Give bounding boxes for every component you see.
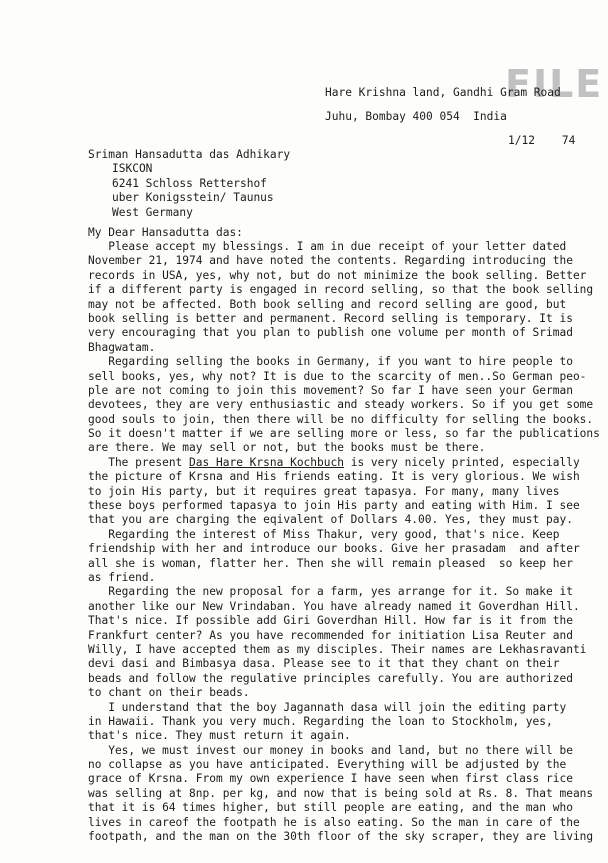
- kochbuch-title: Das Hare Krsna Kochbuch: [189, 455, 344, 469]
- body-text-line: as friend.: [88, 570, 156, 584]
- body-text-line: all she is woman, flatter her. Then she will remain pleased so keep her: [88, 556, 573, 570]
- recipient-street: 6241 Schloss Rettershof: [112, 176, 267, 190]
- recipient-address: [88, 148, 388, 220]
- recipient-name: Sriman Hansadutta das Adhikary: [88, 148, 291, 161]
- body-text-line: to chant on their beads.: [88, 686, 250, 700]
- body-text-line: beads and follow the regulative principles carefully. You are authorized: [88, 671, 573, 685]
- body-text-line: friendship with her and introduce our books. Give her prasadam and after: [88, 542, 580, 556]
- body-text-line: very encouraging that you plan to publish one volume per month of Srimad: [88, 326, 573, 340]
- body-text-line: Bhagwatam.: [88, 340, 156, 354]
- body-text-line: these boys performed tapasya to join His party and eating with Him. I see: [88, 499, 580, 513]
- body-text-line: book selling is better and permanent. Record selling is temporary. It is: [88, 311, 573, 325]
- letter-body: [88, 240, 600, 844]
- file-stamp: [505, 60, 604, 110]
- body-text-line: Willy, I have accepted them as my disciples. Their names are Lekhasravanti: [88, 642, 587, 656]
- letter-body-part-1: [88, 240, 600, 456]
- sender-address-line-1: Hare Krishna land, Gandhi Gram Road: [325, 86, 561, 99]
- body-text-line: So it doesn't matter if we are selling more or less, so far the publications: [88, 427, 600, 441]
- file-stamp-text: FILE: [505, 62, 604, 106]
- body-text-line: ple are not coming to join this movement? So far I have seen your German: [88, 383, 573, 397]
- recipient-org: ISKCON: [112, 162, 153, 176]
- body-text-line: Yes, we must invest our money in books and land, but no there will be: [88, 743, 573, 757]
- sender-address-line-2: Juhu, Bombay 400 054 India: [325, 110, 507, 123]
- body-text-line: was selling at 8np. per kg, and now that is being sold at Rs. 8. That means: [88, 786, 594, 800]
- body-text-line: Regarding selling the books in Germany, if you want to hire people to: [88, 355, 573, 369]
- body-text-line: good souls to join, then there will be no difficulty for selling the books.: [88, 412, 594, 426]
- body-text-line: devotees, they are very enthusiastic and steady workers. So if you get some: [88, 398, 594, 412]
- body-text-line: no collapse as you have anticipated. Everything will be adjusted by the: [88, 758, 567, 772]
- body-text-line: lives in careof the footpath he is also eating. So the man in care of the: [88, 815, 580, 829]
- recipient-country: West Germany: [112, 205, 193, 219]
- body-text-line: Regarding the new proposal for a farm, yes arrange for it. So make it: [88, 585, 573, 599]
- body-text-line: are there. We may sell or not, but the books must be there.: [88, 441, 486, 455]
- body-text-line: if a different party is engaged in record selling, so that the book selling: [88, 283, 594, 297]
- recipient-city: uber Konigsstein/ Taunus: [112, 191, 274, 205]
- body-text-line: grace of Krsna. From my own experience I have seen when first class rice: [88, 772, 573, 786]
- body-text-line: Please accept my blessings. I am in due receipt of your letter dated: [88, 240, 567, 253]
- body-text-line: devi dasi and Bimbasya dasa. Please see to it that they chant on their: [88, 657, 560, 671]
- body-text-line: Frankfurt center? As you have recommended for initiation Lisa Reuter and: [88, 628, 573, 642]
- body-text-line: to join His party, but it requires great tapasya. For many, many lives: [88, 484, 560, 498]
- letter-date: 1/12 74: [508, 134, 576, 147]
- body-text-line: that's nice. They must return it again.: [88, 729, 351, 743]
- body-text-line: records in USA, yes, why not, but do not minimize the book selling. Better: [88, 268, 587, 282]
- body-text-line: Regarding the interest of Miss Thakur, very good, that's nice. Keep: [88, 527, 560, 541]
- body-text-line: may not be affected. Both book selling and record selling are good, but: [88, 297, 567, 311]
- kochbuch-prefix: The present: [88, 455, 190, 469]
- body-text-line: I understand that the boy Jagannath dasa will join the editing party: [88, 700, 567, 714]
- kochbuch-suffix: is very nicely printed, especially: [343, 455, 580, 469]
- body-text-line: footpath, and the man on the 30th floor of the sky scraper, they are living: [88, 830, 594, 844]
- body-text-line: another like our New Vrindaban. You have already named it Goverdhan Hill.: [88, 599, 580, 613]
- body-text-line: in Hawaii. Thank you very much. Regarding the loan to Stockholm, yes,: [88, 714, 553, 728]
- body-text-line: That's nice. If possible add Giri Goverdhan Hill. How far is it from the: [88, 614, 573, 628]
- body-text-line: that it is 64 times higher, but still people are eating, and the man who: [88, 801, 573, 815]
- body-text-line: November 21, 1974 and have noted the contents. Regarding introducing the: [88, 254, 573, 268]
- kochbuch-line: [88, 456, 588, 470]
- body-text-line: sell books, yes, why not? It is due to the scarcity of men..So German peo-: [88, 369, 587, 383]
- body-text-line: that you are charging the eqivalent of Dollars 4.00. Yes, they must pay.: [88, 513, 573, 527]
- body-text-line: the picture of Krsna and His friends eating. It is very glorious. We wish: [88, 470, 580, 484]
- letter-body-part-2: [88, 470, 594, 844]
- salutation: My Dear Hansadutta das:: [88, 226, 243, 239]
